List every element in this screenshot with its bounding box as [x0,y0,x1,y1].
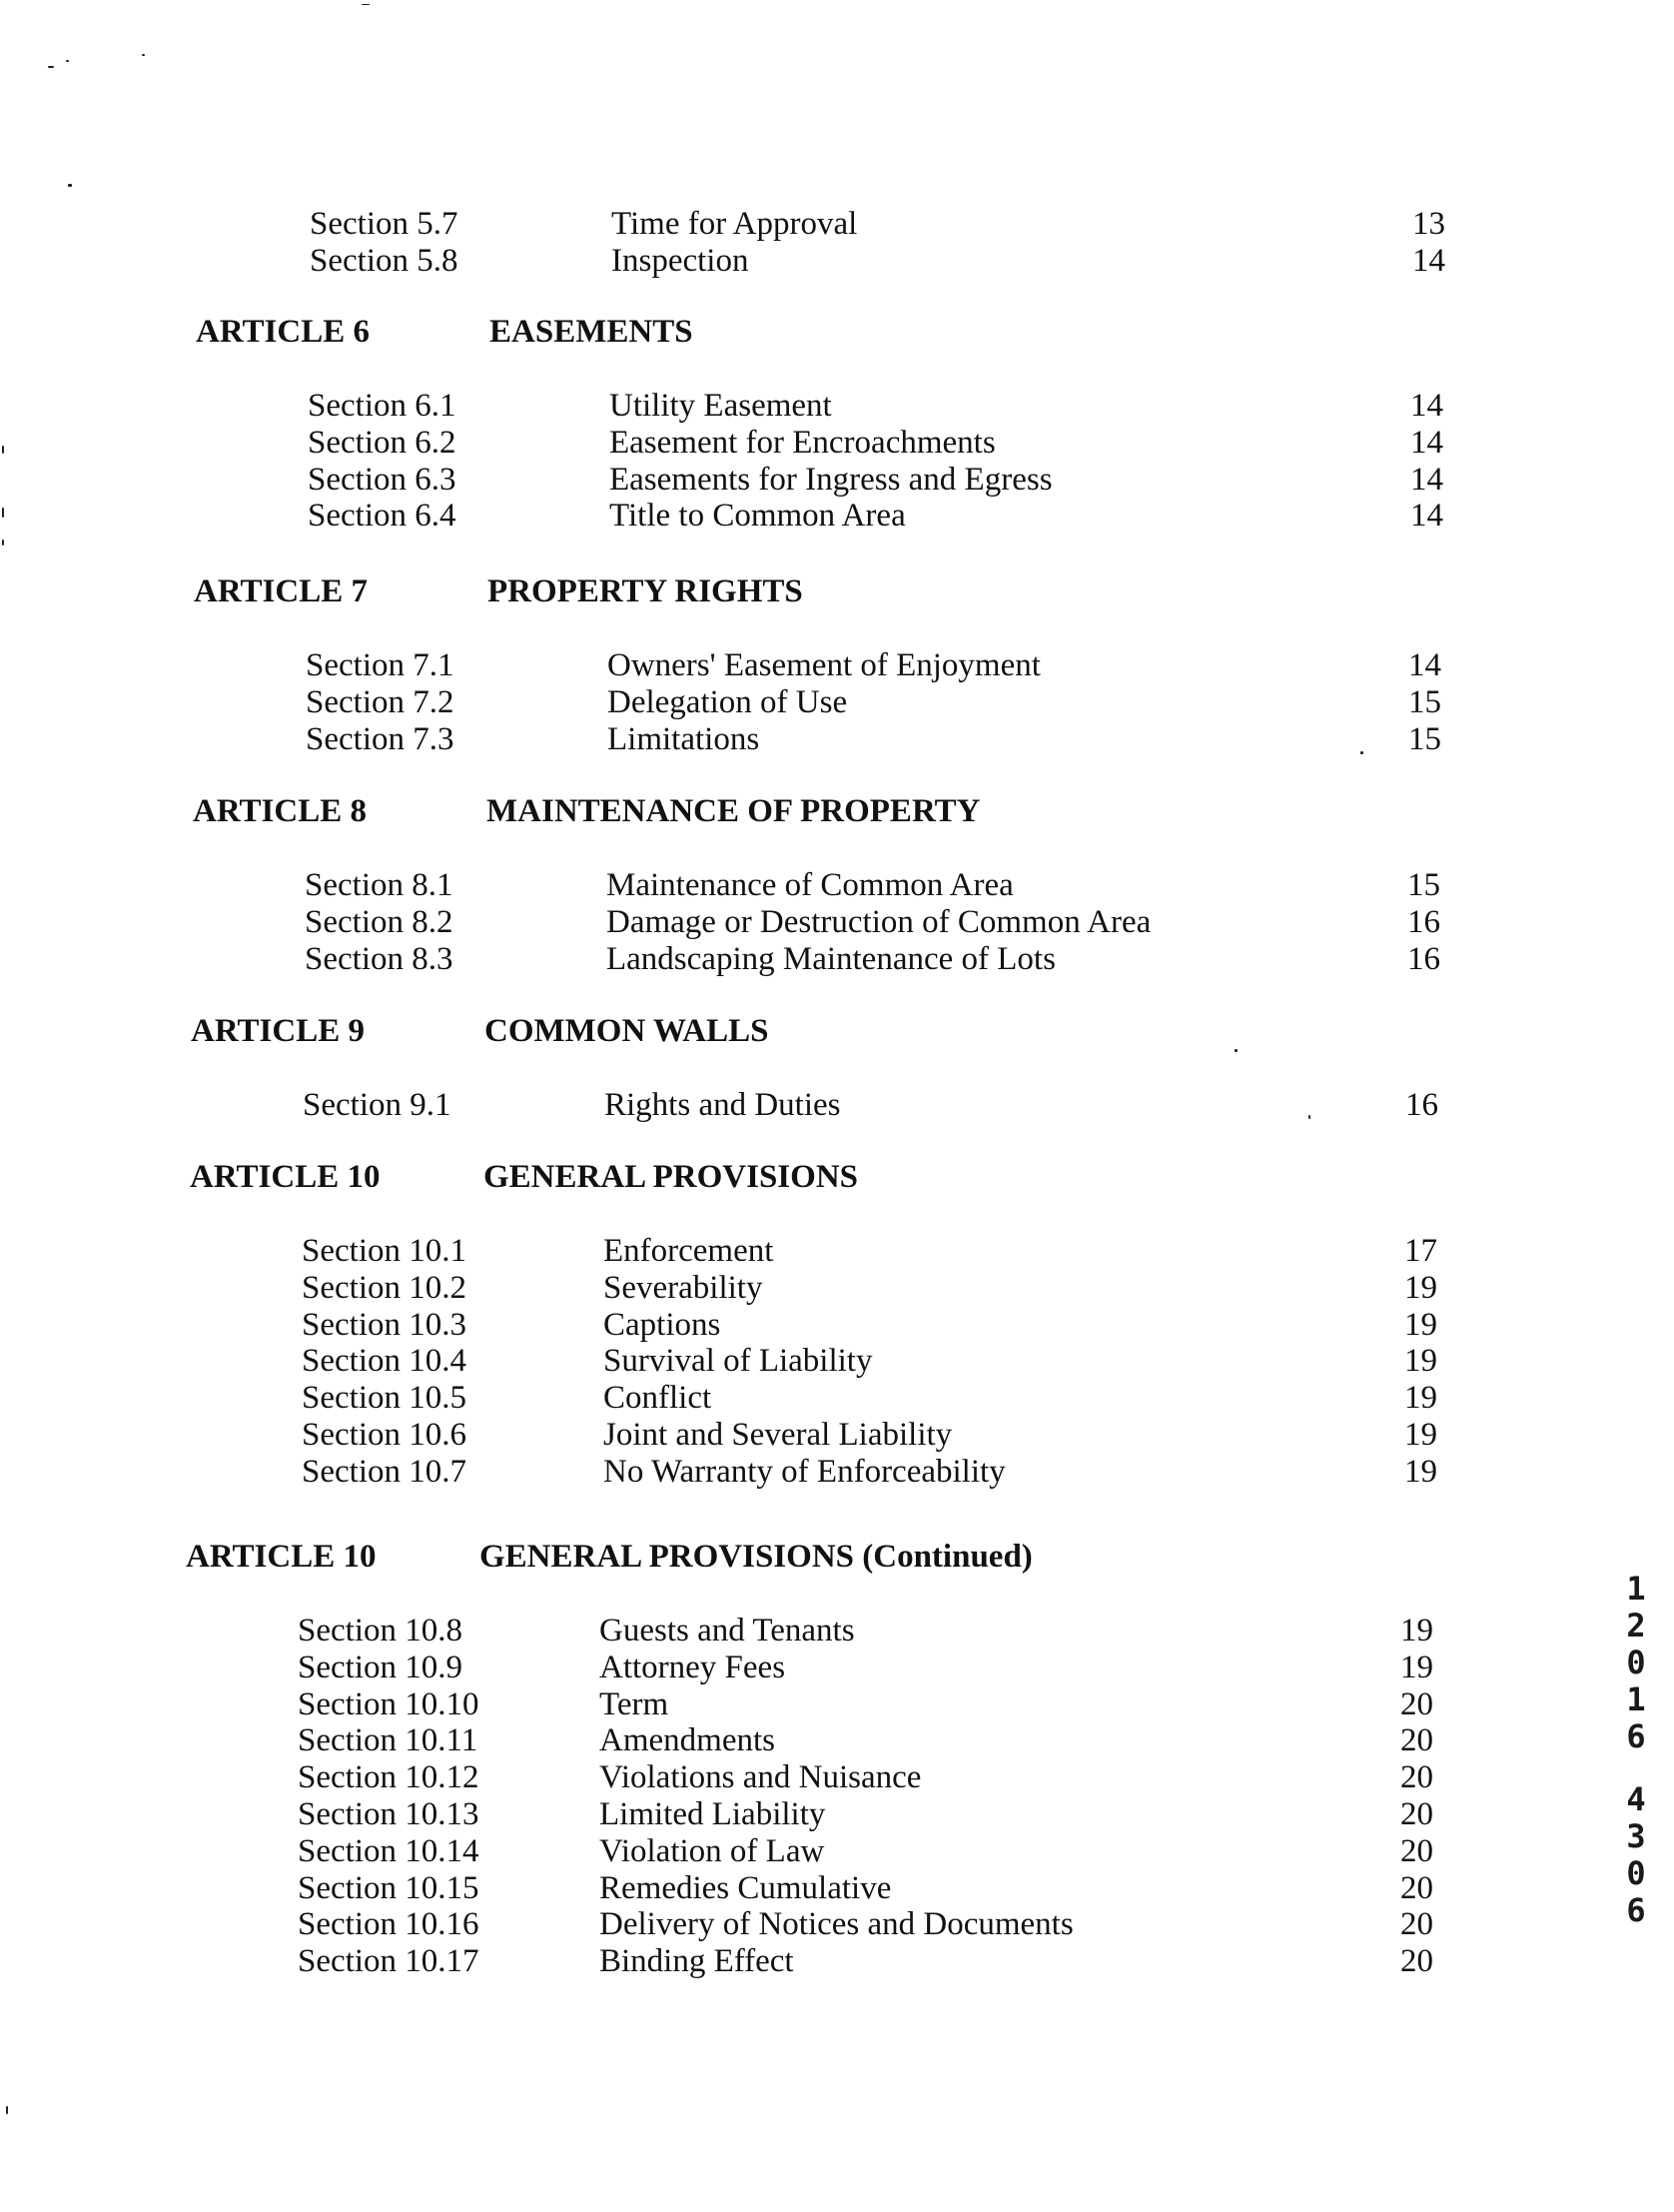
section-number: Section 10.10 [298,1685,479,1722]
section-page-number: 19 [1400,1649,1433,1685]
section-title: Binding Effect [599,1943,794,1980]
section-title: Guests and Tenants [599,1613,855,1649]
section-number: Section 5.7 [310,206,458,242]
section-title: Rights and Duties [604,1087,841,1123]
section-page-number: 19 [1404,1380,1437,1417]
section-page-number: 20 [1400,1832,1433,1869]
section-number: Section 10.3 [302,1306,466,1343]
toc-entry[interactable] [2,206,1674,243]
section-page-number: 14 [1412,242,1445,279]
article-heading[interactable] [0,1159,1668,1209]
scan-speck [6,2106,8,2114]
stamp-digit: 2 [1626,1607,1646,1645]
toc-entry[interactable] [0,1417,1668,1454]
toc-entry[interactable] [0,1233,1668,1270]
section-title: Delegation of Use [607,683,848,720]
toc-entry[interactable] [0,1307,1668,1344]
toc-entry[interactable] [0,867,1671,904]
section-number: Section 10.14 [298,1832,479,1869]
toc-entry[interactable] [2,243,1674,280]
toc-entry[interactable] [0,1943,1664,1980]
section-title: Easement for Encroachments [609,424,996,461]
article-title: GENERAL PROVISIONS [483,1159,859,1195]
toc-entry[interactable] [0,425,1674,462]
section-page-number: 20 [1400,1906,1433,1943]
toc-entry[interactable] [0,1870,1664,1907]
section-title: Amendments [599,1722,775,1759]
scan-speck [48,66,54,68]
section-page-number: 20 [1400,1943,1433,1980]
section-title: Delivery of Notices and Documents [599,1906,1074,1943]
section-title: Easements for Ingress and Egress [609,461,1053,498]
section-title: Captions [603,1306,721,1343]
section-page-number: 20 [1400,1722,1433,1759]
scan-speck [66,60,69,62]
stamp-digit: 4 [1626,1780,1646,1818]
scan-speck [362,4,370,5]
section-page-number: 14 [1410,498,1443,535]
section-number: Section 10.9 [298,1649,462,1685]
article-9-group [0,1013,1669,1124]
toc-entry[interactable] [0,1722,1664,1759]
stamp-digit: 1 [1626,1680,1646,1718]
toc-entry[interactable] [0,498,1674,535]
article-7-group [0,573,1672,757]
stamp-digit: 1 [1626,1570,1646,1608]
section-number: Section 10.8 [298,1613,462,1649]
toc-entry[interactable] [0,721,1672,758]
article-heading[interactable] [0,793,1671,843]
section-number: Section 7.1 [306,647,454,683]
toc-entry[interactable] [0,462,1674,499]
article-6-group [0,314,1674,535]
section-number: Section 8.3 [305,940,453,977]
toc-entry[interactable] [0,1650,1664,1686]
article-heading[interactable] [0,1013,1669,1063]
section-title: Maintenance of Common Area [606,867,1014,903]
section-number: Section 10.1 [302,1233,466,1269]
article-5-continuation [2,206,1674,280]
section-page-number: 16 [1405,1087,1438,1123]
section-number: Section 10.12 [298,1759,479,1796]
article-8-group [0,793,1671,977]
section-number: Section 7.3 [306,720,454,757]
section-page-number: 20 [1400,1869,1433,1906]
section-page-number: 17 [1404,1233,1437,1269]
toc-entry[interactable] [0,388,1674,425]
scan-speck [2,540,4,546]
toc-entry[interactable] [0,904,1671,941]
section-title: Joint and Several Liability [603,1416,953,1453]
section-title: Limitations [607,720,760,757]
toc-entry[interactable] [0,941,1671,978]
toc-entry[interactable] [0,1796,1664,1833]
article-10-group [0,1159,1668,1491]
toc-entry[interactable] [0,1380,1668,1417]
section-number: Section 9.1 [303,1087,451,1123]
section-number: Section 10.13 [298,1795,479,1832]
article-title: EASEMENTS [489,314,693,350]
section-number: Section 10.11 [298,1722,478,1759]
section-number: Section 10.17 [298,1943,479,1980]
section-page-number: 19 [1404,1343,1437,1380]
article-label: ARTICLE 10 [190,1159,381,1195]
stamp-digit: 0 [1626,1644,1646,1681]
toc-entry[interactable] [0,1833,1664,1870]
toc-entry[interactable] [0,684,1672,721]
article-title: COMMON WALLS [484,1013,769,1049]
section-page-number: 19 [1404,1269,1437,1306]
article-heading[interactable] [0,314,1674,364]
section-page-number: 14 [1410,424,1443,461]
toc-entry[interactable] [0,1759,1664,1796]
section-page-number: 20 [1400,1795,1433,1832]
section-number: Section 5.8 [310,242,458,279]
section-page-number: 19 [1404,1306,1437,1343]
stamp-digit: 3 [1626,1817,1646,1855]
article-label: ARTICLE 10 [186,1539,377,1575]
toc-entry[interactable] [0,647,1672,684]
scan-speck [142,54,145,56]
section-title: Violation of Law [599,1832,825,1869]
article-label: ARTICLE 7 [194,573,368,609]
article-label: ARTICLE 8 [193,793,367,829]
section-title: Owners' Easement of Enjoyment [607,647,1041,683]
section-title: Title to Common Area [609,498,906,535]
section-title: Utility Easement [609,388,832,424]
article-heading[interactable] [0,573,1672,623]
section-page-number: 19 [1404,1453,1437,1490]
section-page-number: 14 [1410,461,1443,498]
section-title: Violations and Nuisance [599,1759,922,1796]
article-title: MAINTENANCE OF PROPERTY [486,793,981,829]
scan-speck [68,184,72,187]
section-page-number: 13 [1412,206,1445,242]
section-title: Attorney Fees [599,1649,786,1685]
stamp-digit: 0 [1626,1854,1646,1892]
section-page-number: 15 [1407,867,1440,903]
recording-number-stamp [1616,1571,1656,1929]
section-page-number: 15 [1408,683,1441,720]
section-number: Section 7.2 [306,683,454,720]
section-number: Section 6.1 [308,388,456,424]
section-number: Section 8.1 [305,867,453,903]
section-number: Section 10.7 [302,1453,466,1490]
article-10-continued-group [0,1539,1664,1980]
toc-entry[interactable] [0,1906,1664,1943]
section-number: Section 6.4 [308,498,456,535]
section-page-number: 14 [1410,388,1443,424]
section-title: Damage or Destruction of Common Area [606,903,1152,940]
section-number: Section 6.2 [308,424,456,461]
stamp-digit: 6 [1626,1891,1646,1929]
section-title: Inspection [611,242,749,279]
section-page-number: 20 [1400,1759,1433,1796]
section-page-number: 19 [1400,1613,1433,1649]
section-title: Survival of Liability [603,1343,873,1380]
section-number: Section 10.4 [302,1343,466,1380]
toc-entry[interactable] [0,1454,1668,1491]
section-title: Severability [603,1269,763,1306]
section-page-number: 19 [1404,1416,1437,1453]
section-page-number: 16 [1407,940,1440,977]
section-title: Landscaping Maintenance of Lots [606,940,1056,977]
section-title: No Warranty of Enforceability [603,1453,1006,1490]
section-title: Time for Approval [611,206,858,242]
section-title: Term [599,1685,669,1722]
section-title: Remedies Cumulative [599,1869,892,1906]
article-heading[interactable] [0,1539,1664,1589]
section-number: Section 10.16 [298,1906,479,1943]
toc-entry[interactable] [0,1270,1668,1307]
section-page-number: 16 [1407,903,1440,940]
section-page-number: 20 [1400,1685,1433,1722]
stamp-digit: 6 [1626,1717,1646,1755]
section-number: Section 10.15 [298,1869,479,1906]
section-page-number: 15 [1408,720,1441,757]
section-title: Enforcement [603,1233,774,1269]
section-number: Section 8.2 [305,903,453,940]
section-page-number: 14 [1408,647,1441,683]
toc-entry[interactable] [0,1087,1669,1124]
section-number: Section 10.5 [302,1380,466,1417]
section-title: Limited Liability [599,1795,826,1832]
article-title: GENERAL PROVISIONS (Continued) [479,1539,1033,1575]
section-number: Section 6.3 [308,461,456,498]
article-title: PROPERTY RIGHTS [487,573,803,609]
toc-entry[interactable] [0,1613,1664,1650]
article-label: ARTICLE 9 [191,1013,365,1049]
toc-entry[interactable] [0,1343,1668,1380]
article-label: ARTICLE 6 [196,314,370,350]
toc-entry[interactable] [0,1686,1664,1723]
section-title: Conflict [603,1380,712,1417]
section-number: Section 10.6 [302,1416,466,1453]
section-number: Section 10.2 [302,1269,466,1306]
